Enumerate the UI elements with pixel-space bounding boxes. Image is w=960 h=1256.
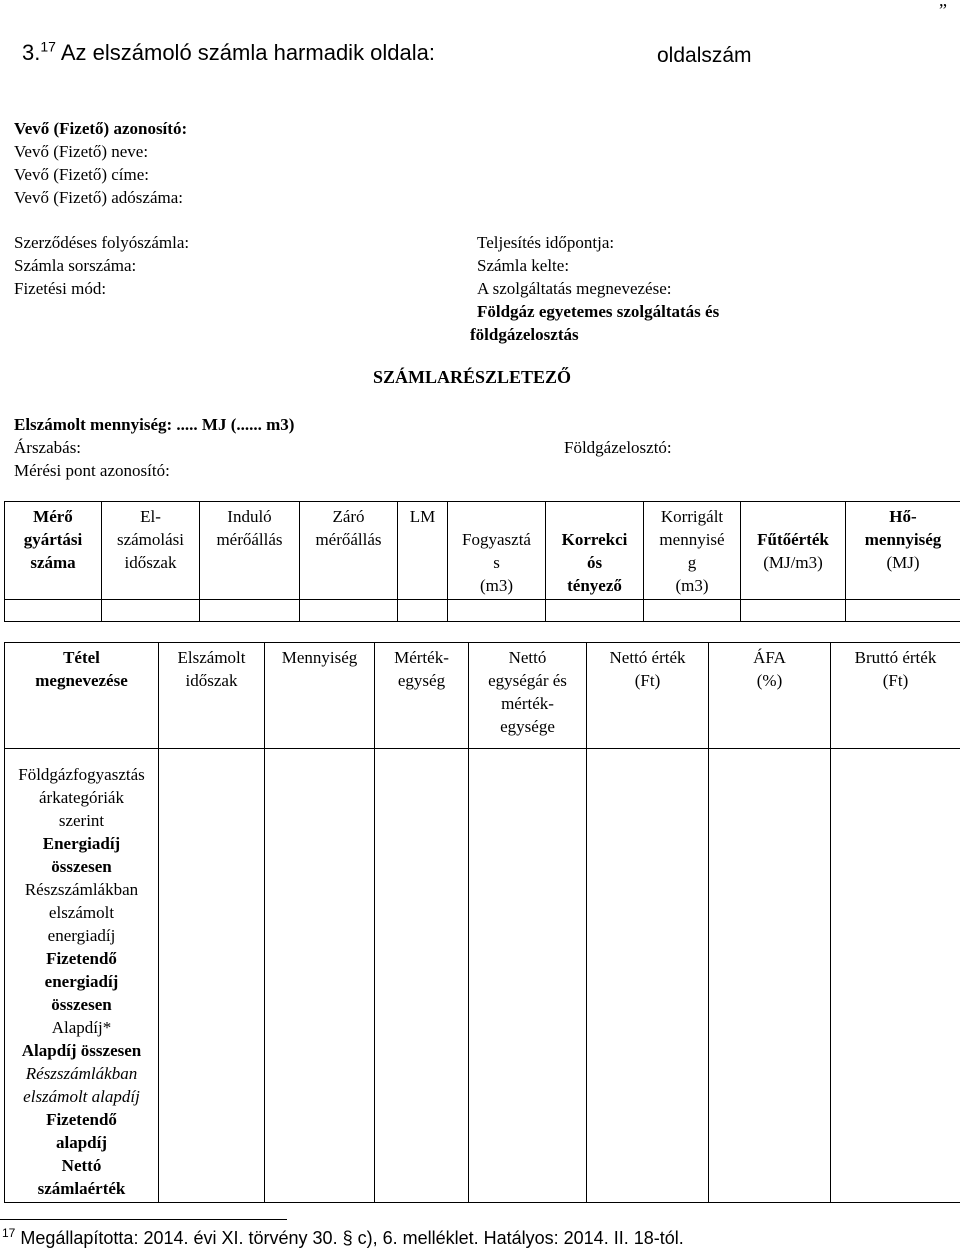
meter-header-line: Korrekci (561, 530, 628, 549)
footnote-text: Megállapította: 2014. évi XI. törvény 30. § c), 6. melléklet. Hatályos: 2014. II. 18-tól. (20, 1228, 684, 1248)
item-row-line: szerint (58, 811, 105, 830)
item-value-cell (587, 749, 709, 1203)
meter-header-cell (546, 502, 644, 600)
item-row-line: energiadíj (47, 926, 116, 945)
meter-header-line: mennyisé (659, 530, 725, 549)
meter-header-cell (448, 502, 546, 600)
meter-empty-cell (398, 600, 448, 622)
meter-header-line: ós (586, 553, 603, 572)
item-row-line: számlaérték (37, 1179, 126, 1198)
page-number-label: oldalszám (657, 44, 752, 67)
meter-header-line: Mérő (33, 507, 73, 526)
items-table-header-row (5, 643, 960, 749)
items-header-cell (5, 643, 159, 749)
items-header-line: (%) (756, 671, 783, 690)
meter-header-line: g (687, 553, 697, 572)
item-row-line: elszámolt (48, 903, 115, 922)
meter-header-line: Fogyasztá (462, 530, 531, 549)
title-footnote-ref: 17 (40, 38, 56, 55)
item-row-label (7, 763, 156, 832)
items-header-line: (Ft) (634, 671, 661, 690)
buyer-id-label: Vevő (Fizető) azonosító: (14, 119, 188, 138)
items-header-line: Tétel (63, 648, 100, 667)
items-header-line: Nettó (508, 648, 547, 667)
meter-header-cell (741, 502, 846, 600)
meter-empty-cell (546, 600, 644, 622)
item-value-cell (265, 749, 375, 1203)
item-row-label (7, 1154, 156, 1200)
buyer-tax-number-label: Vevő (Fizető) adószáma: (14, 188, 183, 207)
page-corner-mark: „ (939, 0, 947, 10)
meter-empty-cell (448, 600, 546, 622)
service-value-line-2: földgázelosztás (470, 325, 579, 344)
service-value-line-1: Földgáz egyetemes szolgáltatás és (477, 302, 720, 321)
item-value-cell (709, 749, 831, 1203)
buyer-name-label: Vevő (Fizető) neve: (14, 142, 149, 161)
meter-header-cell (644, 502, 741, 600)
invoice-number-label: Számla sorszáma: (14, 256, 137, 275)
item-names-cell (5, 749, 159, 1203)
items-header-line: Mérték- (394, 648, 449, 667)
item-row-line: energiadíj (44, 972, 119, 991)
item-row-line: árkategóriák (39, 788, 124, 807)
meter-header-line: mérőállás (216, 530, 283, 549)
meter-empty-cell (846, 600, 960, 622)
item-row-label (7, 1062, 156, 1108)
item-value-cell (375, 749, 469, 1203)
detail-title: SZÁMLARÉSZLETEZŐ (373, 367, 572, 387)
items-header-line: egység (397, 671, 446, 690)
meter-header-line: időszak (124, 553, 177, 572)
footnote (2, 1228, 684, 1249)
meter-empty-cell (102, 600, 200, 622)
payment-method-label: Fizetési mód: (14, 279, 107, 298)
item-row-line: Fizetendő (46, 1110, 117, 1129)
item-value-cell (159, 749, 265, 1203)
right-info-block (470, 231, 719, 346)
items-table (4, 642, 960, 1203)
items-table-body-row (5, 749, 960, 1203)
service-name-label: A szolgáltatás megnevezése: (477, 279, 672, 298)
detail-left-block (14, 413, 294, 482)
item-row-label (7, 1016, 156, 1039)
contract-account-label: Szerződéses folyószámla: (14, 233, 190, 252)
settled-quantity-label: Elszámolt mennyiség: ..... MJ (...... m3) (14, 415, 295, 434)
item-row-label (7, 1039, 156, 1062)
meter-header-line: Hő- (889, 507, 917, 526)
meter-header-cell (200, 502, 300, 600)
meter-header-line: mérőállás (315, 530, 382, 549)
item-row-label (7, 1108, 156, 1154)
items-header-line: ÁFA (753, 648, 786, 667)
item-row-line: Részszámlákban (24, 880, 139, 899)
item-row-label (7, 947, 156, 1016)
meter-header-line: Induló (227, 507, 272, 526)
meter-header-line: gyártási (23, 530, 83, 549)
meter-header-line: Záró (332, 507, 365, 526)
meter-table-empty-row (5, 600, 960, 622)
item-value-cell (469, 749, 587, 1203)
items-header-cell (587, 643, 709, 749)
item-row-line: Fizetendő (46, 949, 117, 968)
items-header-cell (375, 643, 469, 749)
meter-header-line: (MJ/m3) (763, 553, 823, 572)
items-header-cell (709, 643, 831, 749)
item-row-line: Nettó (61, 1156, 102, 1175)
meter-empty-cell (200, 600, 300, 622)
meter-header-line: mennyiség (864, 530, 942, 549)
buyer-address-label: Vevő (Fizető) címe: (14, 165, 150, 184)
metering-point-label: Mérési pont azonosító: (14, 461, 170, 480)
item-row-line: elszámolt alapdíj (23, 1087, 140, 1106)
items-header-cell (159, 643, 265, 749)
fulfillment-date-label: Teljesítés időpontja: (477, 233, 615, 252)
item-row-line: Alapdíj* (51, 1018, 112, 1037)
item-row-line: alapdíj (55, 1133, 108, 1152)
title-text: Az elszámoló számla harmadik oldala: (60, 40, 436, 65)
meter-header-cell (5, 502, 102, 600)
items-header-cell (469, 643, 587, 749)
item-row-line: Részszámlákban (25, 1064, 138, 1083)
item-row-line: Alapdíj összesen (21, 1041, 142, 1060)
meter-header-cell (102, 502, 200, 600)
footnote-number: 17 (2, 1226, 16, 1240)
item-value-cell (831, 749, 960, 1203)
meter-empty-cell (644, 600, 741, 622)
items-header-line: Elszámolt (177, 648, 246, 667)
meter-header-cell (300, 502, 398, 600)
item-row-line: Energiadíj (42, 834, 121, 853)
meter-empty-cell (300, 600, 398, 622)
items-header-line: Mennyiség (281, 648, 358, 667)
items-header-line: Bruttó érték (854, 648, 937, 667)
items-header-line: (Ft) (882, 671, 909, 690)
meter-header-line: tényező (567, 576, 622, 595)
items-header-cell (265, 643, 375, 749)
footnote-divider (0, 1219, 287, 1220)
meter-header-line: Fűtőérték (757, 530, 829, 549)
item-row-line: Földgázfogyasztás (18, 765, 145, 784)
buyer-block (14, 117, 187, 209)
item-row-line: összesen (51, 857, 112, 876)
items-header-cell (831, 643, 960, 749)
item-row-line: összesen (51, 995, 112, 1014)
meter-header-line: (MJ) (886, 553, 920, 572)
meter-header-line: száma (30, 553, 76, 572)
invoice-date-label: Számla kelte: (477, 256, 570, 275)
meter-header-line: Korrigált (660, 507, 724, 526)
meter-table (4, 501, 960, 622)
pricing-label: Árszabás: (14, 438, 82, 457)
meter-header-cell (398, 502, 448, 600)
meter-header-line: (m3) (675, 576, 709, 595)
items-header-line: egysége (500, 717, 555, 736)
meter-empty-cell (741, 600, 846, 622)
page-title (22, 40, 435, 66)
meter-header-line: El- (140, 507, 161, 526)
meter-header-cell (846, 502, 960, 600)
item-row-label (7, 832, 156, 878)
item-row-label (7, 878, 156, 947)
meter-header-line: (m3) (479, 576, 514, 595)
meter-header-line: LM (409, 507, 436, 526)
items-header-line: Nettó érték (609, 648, 686, 667)
title-number: 3. (22, 40, 41, 65)
items-header-line: mérték- (501, 694, 554, 713)
meter-header-line: számolási (116, 530, 185, 549)
items-header-line: egységár és (488, 671, 567, 690)
left-info-block (14, 231, 189, 300)
meter-header-line: s (493, 553, 500, 572)
distributor-label: Földgázelosztó: (564, 438, 672, 457)
items-header-line: megnevezése (35, 671, 128, 690)
meter-table-header-row (5, 502, 960, 600)
items-header-line: időszak (185, 671, 238, 690)
meter-empty-cell (5, 600, 102, 622)
